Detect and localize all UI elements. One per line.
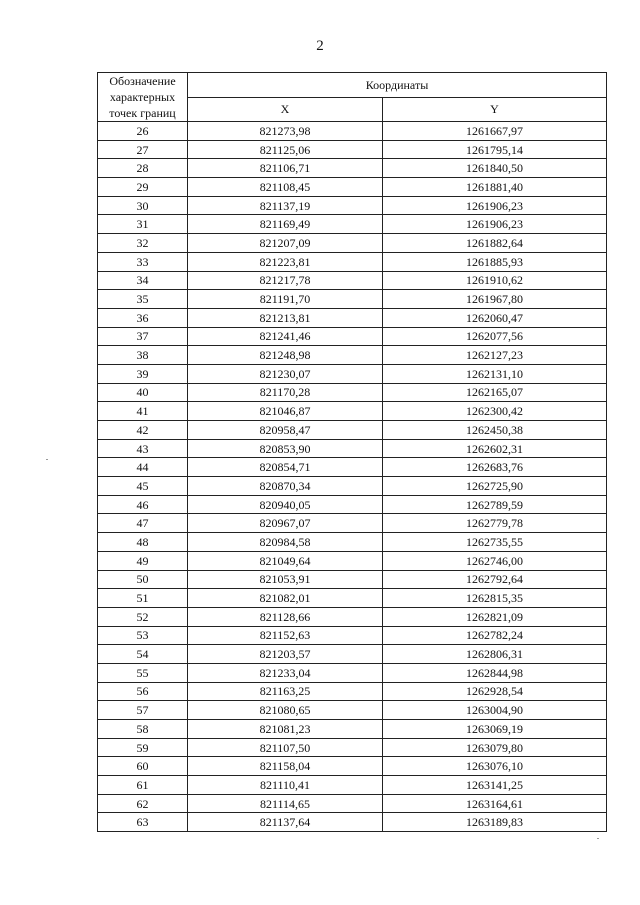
y-coordinate-cell: 1262131,10 [383, 364, 607, 383]
x-coordinate-cell: 821152,63 [188, 626, 383, 645]
x-coordinate-cell: 820967,07 [188, 514, 383, 533]
table-body [98, 122, 607, 832]
table-row [98, 140, 607, 159]
y-coordinate-cell: 1261906,23 [383, 215, 607, 234]
x-coordinate-cell: 821207,09 [188, 234, 383, 253]
x-coordinate-cell: 821082,01 [188, 589, 383, 608]
x-coordinate-cell: 821125,06 [188, 140, 383, 159]
table-row [98, 196, 607, 215]
y-column-header: Y [383, 97, 607, 122]
point-number-cell: 42 [98, 421, 188, 440]
point-number-cell: 51 [98, 589, 188, 608]
point-number-cell: 32 [98, 234, 188, 253]
table-row [98, 383, 607, 402]
y-coordinate-cell: 1262060,47 [383, 308, 607, 327]
table-row [98, 495, 607, 514]
table-row [98, 682, 607, 701]
x-coordinate-cell: 821213,81 [188, 308, 383, 327]
point-column-header: Обозначение характерных точек границ [98, 73, 188, 122]
y-coordinate-cell: 1262450,38 [383, 421, 607, 440]
y-coordinate-cell: 1262844,98 [383, 663, 607, 682]
y-coordinate-cell: 1262746,00 [383, 551, 607, 570]
y-coordinate-cell: 1261882,64 [383, 234, 607, 253]
point-number-cell: 39 [98, 364, 188, 383]
point-number-cell: 37 [98, 327, 188, 346]
x-coordinate-cell: 821233,04 [188, 663, 383, 682]
point-number-cell: 36 [98, 308, 188, 327]
point-number-cell: 56 [98, 682, 188, 701]
point-number-cell: 30 [98, 196, 188, 215]
table-row [98, 757, 607, 776]
y-coordinate-cell: 1262815,35 [383, 589, 607, 608]
table-row [98, 159, 607, 178]
point-number-cell: 58 [98, 720, 188, 739]
x-coordinate-cell: 821169,49 [188, 215, 383, 234]
point-number-cell: 57 [98, 701, 188, 720]
table-row [98, 626, 607, 645]
point-number-cell: 46 [98, 495, 188, 514]
point-number-cell: 26 [98, 122, 188, 141]
y-coordinate-cell: 1262779,78 [383, 514, 607, 533]
x-coordinate-cell: 821248,98 [188, 346, 383, 365]
x-coordinate-cell: 821128,66 [188, 607, 383, 626]
x-coordinate-cell: 820940,05 [188, 495, 383, 514]
table-row [98, 364, 607, 383]
point-number-cell: 29 [98, 178, 188, 197]
x-coordinate-cell: 820870,34 [188, 477, 383, 496]
point-number-cell: 49 [98, 551, 188, 570]
y-coordinate-cell: 1262792,64 [383, 570, 607, 589]
scan-speck [46, 459, 48, 460]
y-coordinate-cell: 1261667,97 [383, 122, 607, 141]
y-coordinate-cell: 1263189,83 [383, 813, 607, 832]
x-coordinate-cell: 821080,65 [188, 701, 383, 720]
point-number-cell: 53 [98, 626, 188, 645]
point-number-cell: 61 [98, 776, 188, 795]
y-coordinate-cell: 1262821,09 [383, 607, 607, 626]
coordinates-table [97, 72, 607, 832]
point-number-cell: 62 [98, 794, 188, 813]
x-coordinate-cell: 821106,71 [188, 159, 383, 178]
y-coordinate-cell: 1262806,31 [383, 645, 607, 664]
point-number-cell: 44 [98, 458, 188, 477]
y-coordinate-cell: 1263164,61 [383, 794, 607, 813]
table-row [98, 570, 607, 589]
table-row [98, 122, 607, 141]
y-coordinate-cell: 1262300,42 [383, 402, 607, 421]
table-row [98, 551, 607, 570]
x-coordinate-cell: 820958,47 [188, 421, 383, 440]
x-column-header: X [188, 97, 383, 122]
table-row [98, 720, 607, 739]
x-coordinate-cell: 820984,58 [188, 533, 383, 552]
y-coordinate-cell: 1263079,80 [383, 738, 607, 757]
point-number-cell: 50 [98, 570, 188, 589]
point-number-cell: 63 [98, 813, 188, 832]
point-number-cell: 40 [98, 383, 188, 402]
page-number: 2 [316, 38, 324, 54]
x-coordinate-cell: 821241,46 [188, 327, 383, 346]
table-row [98, 421, 607, 440]
table-row [98, 439, 607, 458]
point-number-cell: 55 [98, 663, 188, 682]
y-coordinate-cell: 1262789,59 [383, 495, 607, 514]
y-coordinate-cell: 1262602,31 [383, 439, 607, 458]
point-number-cell: 43 [98, 439, 188, 458]
y-coordinate-cell: 1263004,90 [383, 701, 607, 720]
table-row [98, 477, 607, 496]
x-coordinate-cell: 821107,50 [188, 738, 383, 757]
x-coordinate-cell: 821273,98 [188, 122, 383, 141]
y-coordinate-cell: 1261840,50 [383, 159, 607, 178]
x-coordinate-cell: 821137,64 [188, 813, 383, 832]
table-row [98, 589, 607, 608]
x-coordinate-cell: 821046,87 [188, 402, 383, 421]
table-row [98, 738, 607, 757]
table-row [98, 290, 607, 309]
point-number-cell: 52 [98, 607, 188, 626]
x-coordinate-cell: 821163,25 [188, 682, 383, 701]
y-coordinate-cell: 1262928,54 [383, 682, 607, 701]
table-row [98, 178, 607, 197]
table-row [98, 271, 607, 290]
y-coordinate-cell: 1261881,40 [383, 178, 607, 197]
point-number-cell: 59 [98, 738, 188, 757]
y-coordinate-cell: 1261967,80 [383, 290, 607, 309]
x-coordinate-cell: 821203,57 [188, 645, 383, 664]
table-row [98, 776, 607, 795]
coordinates-column-header: Координаты [188, 73, 607, 98]
table-row [98, 252, 607, 271]
point-number-cell: 41 [98, 402, 188, 421]
point-number-cell: 31 [98, 215, 188, 234]
y-coordinate-cell: 1261910,62 [383, 271, 607, 290]
point-number-cell: 35 [98, 290, 188, 309]
y-coordinate-cell: 1262077,56 [383, 327, 607, 346]
table-row [98, 701, 607, 720]
x-coordinate-cell: 821110,41 [188, 776, 383, 795]
scan-speck [597, 838, 599, 839]
y-coordinate-cell: 1263076,10 [383, 757, 607, 776]
y-coordinate-cell: 1262735,55 [383, 533, 607, 552]
y-coordinate-cell: 1261795,14 [383, 140, 607, 159]
x-coordinate-cell: 821137,19 [188, 196, 383, 215]
x-coordinate-cell: 820854,71 [188, 458, 383, 477]
table-row [98, 346, 607, 365]
x-coordinate-cell: 821114,65 [188, 794, 383, 813]
y-coordinate-cell: 1262165,07 [383, 383, 607, 402]
table-row [98, 458, 607, 477]
table-row [98, 215, 607, 234]
point-number-cell: 54 [98, 645, 188, 664]
table-row [98, 794, 607, 813]
x-coordinate-cell: 821053,91 [188, 570, 383, 589]
table-row [98, 533, 607, 552]
x-coordinate-cell: 821081,23 [188, 720, 383, 739]
table-row [98, 813, 607, 832]
point-number-cell: 33 [98, 252, 188, 271]
y-coordinate-cell: 1262127,23 [383, 346, 607, 365]
table-row [98, 234, 607, 253]
x-coordinate-cell: 820853,90 [188, 439, 383, 458]
point-number-cell: 27 [98, 140, 188, 159]
y-coordinate-cell: 1263141,25 [383, 776, 607, 795]
y-coordinate-cell: 1263069,19 [383, 720, 607, 739]
y-coordinate-cell: 1262725,90 [383, 477, 607, 496]
point-number-cell: 38 [98, 346, 188, 365]
x-coordinate-cell: 821108,45 [188, 178, 383, 197]
x-coordinate-cell: 821158,04 [188, 757, 383, 776]
point-number-cell: 34 [98, 271, 188, 290]
point-number-cell: 48 [98, 533, 188, 552]
y-coordinate-cell: 1262683,76 [383, 458, 607, 477]
x-coordinate-cell: 821049,64 [188, 551, 383, 570]
x-coordinate-cell: 821191,70 [188, 290, 383, 309]
x-coordinate-cell: 821170,28 [188, 383, 383, 402]
y-coordinate-cell: 1262782,24 [383, 626, 607, 645]
x-coordinate-cell: 821223,81 [188, 252, 383, 271]
table-row [98, 645, 607, 664]
table-row [98, 308, 607, 327]
y-coordinate-cell: 1261885,93 [383, 252, 607, 271]
table-row [98, 402, 607, 421]
y-coordinate-cell: 1261906,23 [383, 196, 607, 215]
table-row [98, 514, 607, 533]
point-number-cell: 45 [98, 477, 188, 496]
x-coordinate-cell: 821230,07 [188, 364, 383, 383]
table-row [98, 663, 607, 682]
point-number-cell: 28 [98, 159, 188, 178]
point-number-cell: 60 [98, 757, 188, 776]
table-row [98, 607, 607, 626]
point-number-cell: 47 [98, 514, 188, 533]
x-coordinate-cell: 821217,78 [188, 271, 383, 290]
table-row [98, 327, 607, 346]
